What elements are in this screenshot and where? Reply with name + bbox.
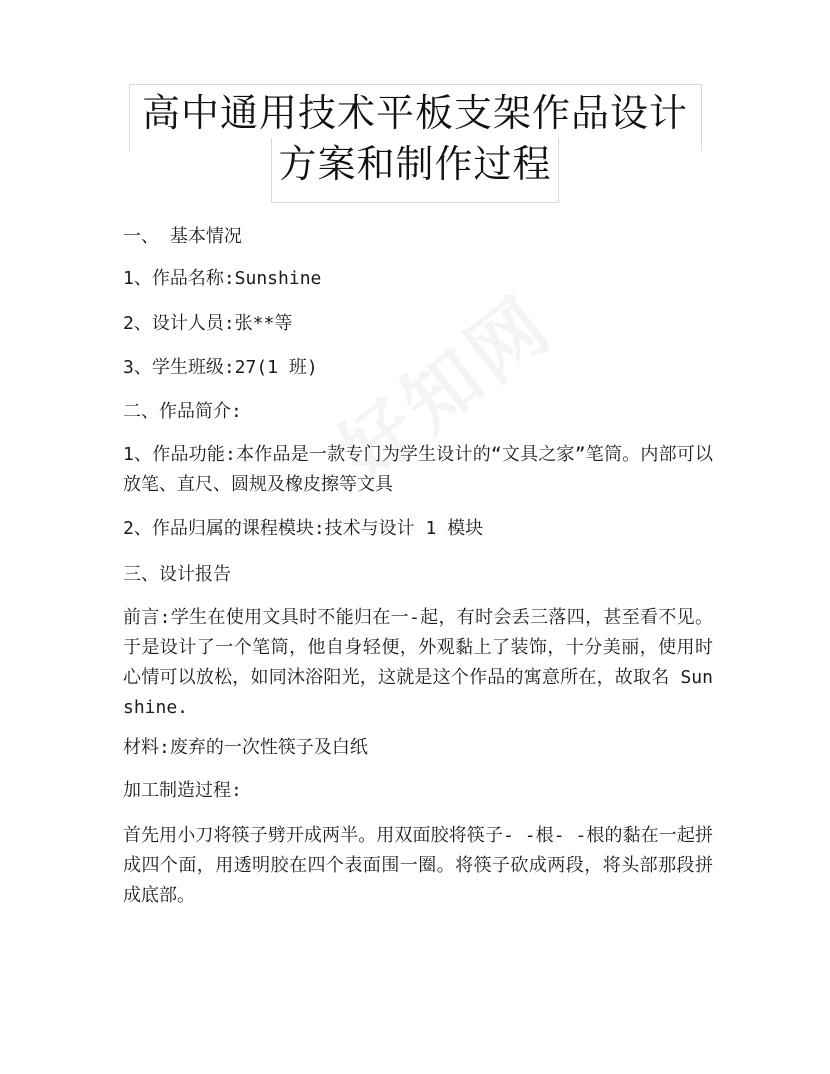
paragraph-work-function: 1、作品功能:本作品是一款专门为学生设计的“文具之家”笔筒。内部可以放笔、直尺、圆规及橡皮擦等文具 xyxy=(123,444,713,495)
item-designers: 2、设计人员:张**等 xyxy=(123,313,293,334)
section-heading-basic-info: 一、 基本情况 xyxy=(123,226,242,247)
paragraph-materials: 材料:废弃的一次性筷子及白纸 xyxy=(123,737,368,758)
paragraph-preface: 前言:学生在使用文具时不能归在一-起，有时会丢三落四，甚至看不见。于是设计了一个笔筒，他自身轻便，外观黏上了装饰，十分美丽，使用时心情可以放松，如同沐浴阳光，这就是这个作品的寓意所在，故取名 Sunshine. xyxy=(123,607,713,718)
paragraph-process-steps: 首先用小刀将筷子劈开成两半。用双面胶将筷子- -根- -根的黏在一起拼成四个面，用透明胶在四个表面围一圈。将筷子砍成两段，将头部那段拼成底部。 xyxy=(123,825,713,906)
paragraph-course-module: 2、作品归属的课程模块:技术与设计 1 模块 xyxy=(123,518,484,539)
section-heading-work-intro: 二、作品简介: xyxy=(123,401,242,422)
section-heading-process: 加工制造过程: xyxy=(123,780,242,801)
document-title-line2: 方案和制作过程 xyxy=(278,142,552,186)
section-heading-design-report: 三、设计报告 xyxy=(123,564,231,585)
item-work-name: 1、作品名称:Sunshine xyxy=(123,268,322,289)
document-title-line1: 高中通用技术平板支架作品设计 xyxy=(141,91,688,135)
item-student-class: 3、学生班级:27(1 班) xyxy=(123,357,318,378)
